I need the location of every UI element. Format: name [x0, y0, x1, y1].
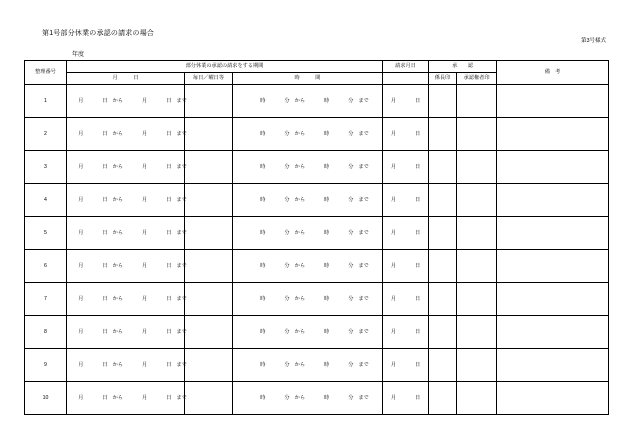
row-approval-stamp[interactable] — [457, 151, 497, 184]
label-month3: 月 — [390, 262, 397, 269]
label-until: まで — [358, 97, 369, 104]
label-from: から — [112, 361, 123, 368]
label-month2: 月 — [142, 328, 148, 335]
row-remarks[interactable] — [497, 184, 609, 217]
label-from: から — [294, 229, 306, 236]
header-remarks: 備 考 — [497, 61, 609, 85]
table-row — [25, 217, 609, 250]
label-month2: 月 — [142, 295, 148, 302]
label-minute2: 分 — [348, 130, 354, 137]
label-month2: 月 — [142, 394, 148, 401]
label-hour: 時 — [260, 163, 266, 170]
label-from: から — [294, 163, 306, 170]
label-until: まで — [176, 97, 187, 104]
label-hour: 時 — [260, 394, 266, 401]
row-time-range[interactable] — [233, 217, 383, 250]
label-from: から — [294, 328, 306, 335]
header-request-date-spacer — [383, 73, 429, 85]
label-day2: 日 — [166, 163, 172, 170]
label-minute: 分 — [284, 394, 290, 401]
label-from: から — [112, 130, 123, 137]
row-time-range[interactable] — [233, 184, 383, 217]
row-serial-no: 4 — [25, 184, 67, 217]
label-minute2: 分 — [348, 196, 354, 203]
label-until: まで — [358, 196, 369, 203]
row-approval-seal[interactable] — [429, 184, 457, 217]
row-time-range[interactable] — [233, 316, 383, 349]
label-day: 日 — [102, 163, 108, 170]
row-period-range[interactable] — [67, 250, 185, 283]
table-row — [25, 250, 609, 283]
row-serial-no: 5 — [25, 217, 67, 250]
row-request-date[interactable] — [383, 151, 429, 184]
label-from: から — [294, 361, 306, 368]
label-minute: 分 — [284, 328, 290, 335]
label-hour2: 時 — [324, 295, 330, 302]
row-period-range[interactable] — [67, 151, 185, 184]
label-day: 日 — [102, 328, 108, 335]
label-day3: 日 — [415, 163, 421, 170]
label-day: 日 — [102, 97, 108, 104]
row-remarks[interactable] — [497, 316, 609, 349]
label-month: 月 — [78, 163, 84, 170]
row-days-weekday[interactable] — [185, 283, 233, 316]
label-month3: 月 — [390, 97, 397, 104]
label-month: 月 — [78, 361, 84, 368]
row-approval-stamp[interactable] — [457, 217, 497, 250]
label-until: まで — [176, 196, 187, 203]
label-minute2: 分 — [348, 394, 354, 401]
row-period-range[interactable] — [67, 118, 185, 151]
label-until: まで — [176, 361, 187, 368]
row-approval-stamp[interactable] — [457, 118, 497, 151]
label-day3: 日 — [415, 229, 421, 236]
header-approval-stamp: 承認権者印 — [457, 73, 497, 85]
label-month: 月 — [78, 328, 84, 335]
label-minute: 分 — [284, 361, 290, 368]
label-month: 月 — [78, 295, 84, 302]
header-period-group: 部分休業の承認の請求をする期間 — [67, 61, 383, 73]
row-serial-no: 10 — [25, 382, 67, 415]
row-approval-seal[interactable] — [429, 349, 457, 382]
row-remarks[interactable] — [497, 382, 609, 415]
row-serial-no: 9 — [25, 349, 67, 382]
row-approval-seal[interactable] — [429, 283, 457, 316]
row-period-range[interactable] — [67, 283, 185, 316]
row-remarks[interactable] — [497, 118, 609, 151]
label-from: から — [112, 295, 123, 302]
label-until: まで — [176, 163, 187, 170]
label-hour: 時 — [260, 328, 266, 335]
label-from: から — [294, 130, 306, 137]
label-month3: 月 — [390, 130, 397, 137]
row-days-weekday[interactable] — [185, 316, 233, 349]
label-from: から — [294, 262, 306, 269]
year-label: 年度 — [72, 52, 85, 58]
label-from: から — [112, 163, 123, 170]
row-remarks[interactable] — [497, 283, 609, 316]
row-approval-seal[interactable] — [429, 316, 457, 349]
header-time-group: 時 間 — [233, 73, 383, 85]
label-from: から — [294, 394, 306, 401]
header-serial-no: 整理番号 — [25, 61, 67, 85]
row-days-weekday[interactable] — [185, 349, 233, 382]
row-approval-stamp[interactable] — [457, 184, 497, 217]
label-month2: 月 — [142, 196, 148, 203]
page-title: 第1号部分休業の承認の請求の場合 — [42, 30, 155, 37]
label-minute2: 分 — [348, 163, 354, 170]
table-row — [25, 316, 609, 349]
row-approval-stamp[interactable] — [457, 283, 497, 316]
label-until: まで — [176, 295, 187, 302]
form-code: 第3号様式 — [580, 38, 606, 44]
label-until: まで — [358, 295, 369, 302]
label-hour: 時 — [260, 196, 266, 203]
label-day2: 日 — [166, 394, 172, 401]
row-request-date[interactable] — [383, 217, 429, 250]
label-minute: 分 — [284, 97, 290, 104]
row-request-date[interactable] — [383, 184, 429, 217]
row-request-date[interactable] — [383, 382, 429, 415]
label-day2: 日 — [166, 97, 172, 104]
row-approval-seal[interactable] — [429, 250, 457, 283]
label-minute2: 分 — [348, 328, 354, 335]
label-day: 日 — [102, 262, 108, 269]
label-hour2: 時 — [324, 130, 330, 137]
label-until: まで — [358, 262, 369, 269]
row-days-weekday[interactable] — [185, 382, 233, 415]
label-from: から — [112, 97, 123, 104]
label-minute: 分 — [284, 229, 290, 236]
label-from: から — [112, 229, 123, 236]
label-until: まで — [176, 262, 187, 269]
label-from: から — [112, 394, 123, 401]
label-until: まで — [176, 130, 187, 137]
label-day: 日 — [102, 361, 108, 368]
row-remarks[interactable] — [497, 217, 609, 250]
row-remarks[interactable] — [497, 85, 609, 118]
row-serial-no: 7 — [25, 283, 67, 316]
label-day3: 日 — [415, 361, 421, 368]
label-until: まで — [176, 229, 187, 236]
row-approval-seal[interactable] — [429, 382, 457, 415]
label-month3: 月 — [390, 394, 397, 401]
row-request-date[interactable] — [383, 349, 429, 382]
row-remarks[interactable] — [497, 349, 609, 382]
label-hour2: 時 — [324, 361, 330, 368]
label-day3: 日 — [415, 262, 421, 269]
label-until: まで — [358, 361, 369, 368]
row-days-weekday[interactable] — [185, 217, 233, 250]
label-until: まで — [358, 163, 369, 170]
label-until: まで — [176, 328, 187, 335]
table-row — [25, 184, 609, 217]
table-header-row-1 — [25, 61, 609, 73]
row-approval-seal[interactable] — [429, 85, 457, 118]
label-hour2: 時 — [324, 394, 330, 401]
label-day2: 日 — [166, 130, 172, 137]
header-approval: 承 認 — [429, 61, 497, 73]
label-day: 日 — [102, 196, 108, 203]
label-hour: 時 — [260, 295, 266, 302]
label-minute2: 分 — [348, 97, 354, 104]
label-day3: 日 — [415, 130, 421, 137]
label-minute2: 分 — [348, 262, 354, 269]
table-row — [25, 349, 609, 382]
row-period-range[interactable] — [67, 382, 185, 415]
label-day: 日 — [102, 130, 108, 137]
label-hour: 時 — [260, 229, 266, 236]
row-period-range[interactable] — [67, 184, 185, 217]
row-period-range[interactable] — [67, 217, 185, 250]
row-time-range[interactable] — [233, 349, 383, 382]
label-month: 月 — [78, 97, 84, 104]
label-month: 月 — [78, 262, 84, 269]
label-day2: 日 — [166, 328, 172, 335]
label-until: まで — [358, 130, 369, 137]
header-days-weekday: 毎日／曜日等 — [185, 73, 233, 85]
table-row — [25, 118, 609, 151]
label-minute: 分 — [284, 163, 290, 170]
label-until: まで — [358, 394, 369, 401]
label-day3: 日 — [415, 394, 421, 401]
row-request-date[interactable] — [383, 283, 429, 316]
row-approval-stamp[interactable] — [457, 316, 497, 349]
row-serial-no: 1 — [25, 85, 67, 118]
label-day3: 日 — [415, 328, 421, 335]
row-time-range[interactable] — [233, 250, 383, 283]
label-hour2: 時 — [324, 262, 330, 269]
label-day2: 日 — [166, 262, 172, 269]
label-month2: 月 — [142, 361, 148, 368]
label-hour2: 時 — [324, 328, 330, 335]
label-month3: 月 — [390, 295, 397, 302]
label-until: まで — [358, 229, 369, 236]
label-month3: 月 — [390, 163, 397, 170]
row-approval-seal[interactable] — [429, 217, 457, 250]
label-month: 月 — [78, 394, 84, 401]
label-day: 日 — [102, 394, 108, 401]
row-period-range[interactable] — [67, 85, 185, 118]
label-month2: 月 — [142, 97, 148, 104]
label-day2: 日 — [166, 229, 172, 236]
label-minute: 分 — [284, 262, 290, 269]
row-request-date[interactable] — [383, 250, 429, 283]
label-day: 日 — [102, 229, 108, 236]
label-minute2: 分 — [348, 229, 354, 236]
label-hour: 時 — [260, 361, 266, 368]
row-time-range[interactable] — [233, 151, 383, 184]
table-row — [25, 151, 609, 184]
label-minute: 分 — [284, 130, 290, 137]
row-approval-stamp[interactable] — [457, 349, 497, 382]
header-request-date: 請求月日 — [383, 61, 429, 73]
label-minute2: 分 — [348, 361, 354, 368]
label-hour2: 時 — [324, 97, 330, 104]
row-days-weekday[interactable] — [185, 151, 233, 184]
row-period-range[interactable] — [67, 349, 185, 382]
row-serial-no: 3 — [25, 151, 67, 184]
label-minute: 分 — [284, 196, 290, 203]
label-day3: 日 — [415, 97, 421, 104]
row-time-range[interactable] — [233, 118, 383, 151]
row-remarks[interactable] — [497, 250, 609, 283]
label-month: 月 — [78, 229, 84, 236]
row-serial-no: 2 — [25, 118, 67, 151]
label-month2: 月 — [142, 163, 148, 170]
header-month-day: 月 日 — [67, 73, 185, 85]
label-month3: 月 — [390, 361, 397, 368]
row-days-weekday[interactable] — [185, 85, 233, 118]
label-from: から — [294, 295, 306, 302]
table-row — [25, 283, 609, 316]
row-approval-seal[interactable] — [429, 118, 457, 151]
label-day2: 日 — [166, 295, 172, 302]
label-hour: 時 — [260, 130, 266, 137]
label-month3: 月 — [390, 196, 397, 203]
label-from: から — [294, 97, 306, 104]
label-hour: 時 — [260, 97, 266, 104]
label-minute: 分 — [284, 295, 290, 302]
label-hour: 時 — [260, 262, 266, 269]
label-month: 月 — [78, 130, 84, 137]
label-day2: 日 — [166, 196, 172, 203]
label-from: から — [294, 196, 306, 203]
table-row — [25, 382, 609, 415]
row-time-range[interactable] — [233, 382, 383, 415]
row-approval-stamp[interactable] — [457, 250, 497, 283]
label-month2: 月 — [142, 262, 148, 269]
row-approval-stamp[interactable] — [457, 85, 497, 118]
request-table — [24, 60, 609, 415]
row-serial-no: 8 — [25, 316, 67, 349]
row-approval-stamp[interactable] — [457, 382, 497, 415]
label-day3: 日 — [415, 295, 421, 302]
label-until: まで — [358, 328, 369, 335]
row-days-weekday[interactable] — [185, 118, 233, 151]
row-request-date[interactable] — [383, 316, 429, 349]
label-hour2: 時 — [324, 196, 330, 203]
label-until: まで — [176, 394, 187, 401]
row-serial-no: 6 — [25, 250, 67, 283]
label-month3: 月 — [390, 328, 397, 335]
label-from: から — [112, 328, 123, 335]
label-from: から — [112, 196, 123, 203]
row-time-range[interactable] — [233, 283, 383, 316]
row-days-weekday[interactable] — [185, 184, 233, 217]
label-day3: 日 — [415, 196, 421, 203]
row-request-date[interactable] — [383, 85, 429, 118]
label-month: 月 — [78, 196, 84, 203]
label-month2: 月 — [142, 229, 148, 236]
label-from: から — [112, 262, 123, 269]
header-approval-seal: 係長印 — [429, 73, 457, 85]
row-request-date[interactable] — [383, 118, 429, 151]
row-remarks[interactable] — [497, 151, 609, 184]
label-month2: 月 — [142, 130, 148, 137]
label-minute2: 分 — [348, 295, 354, 302]
label-month3: 月 — [390, 229, 397, 236]
label-day: 日 — [102, 295, 108, 302]
row-time-range[interactable] — [233, 85, 383, 118]
row-period-range[interactable] — [67, 316, 185, 349]
label-day2: 日 — [166, 361, 172, 368]
label-hour2: 時 — [324, 163, 330, 170]
row-approval-seal[interactable] — [429, 151, 457, 184]
label-hour2: 時 — [324, 229, 330, 236]
table-row — [25, 85, 609, 118]
row-days-weekday[interactable] — [185, 250, 233, 283]
